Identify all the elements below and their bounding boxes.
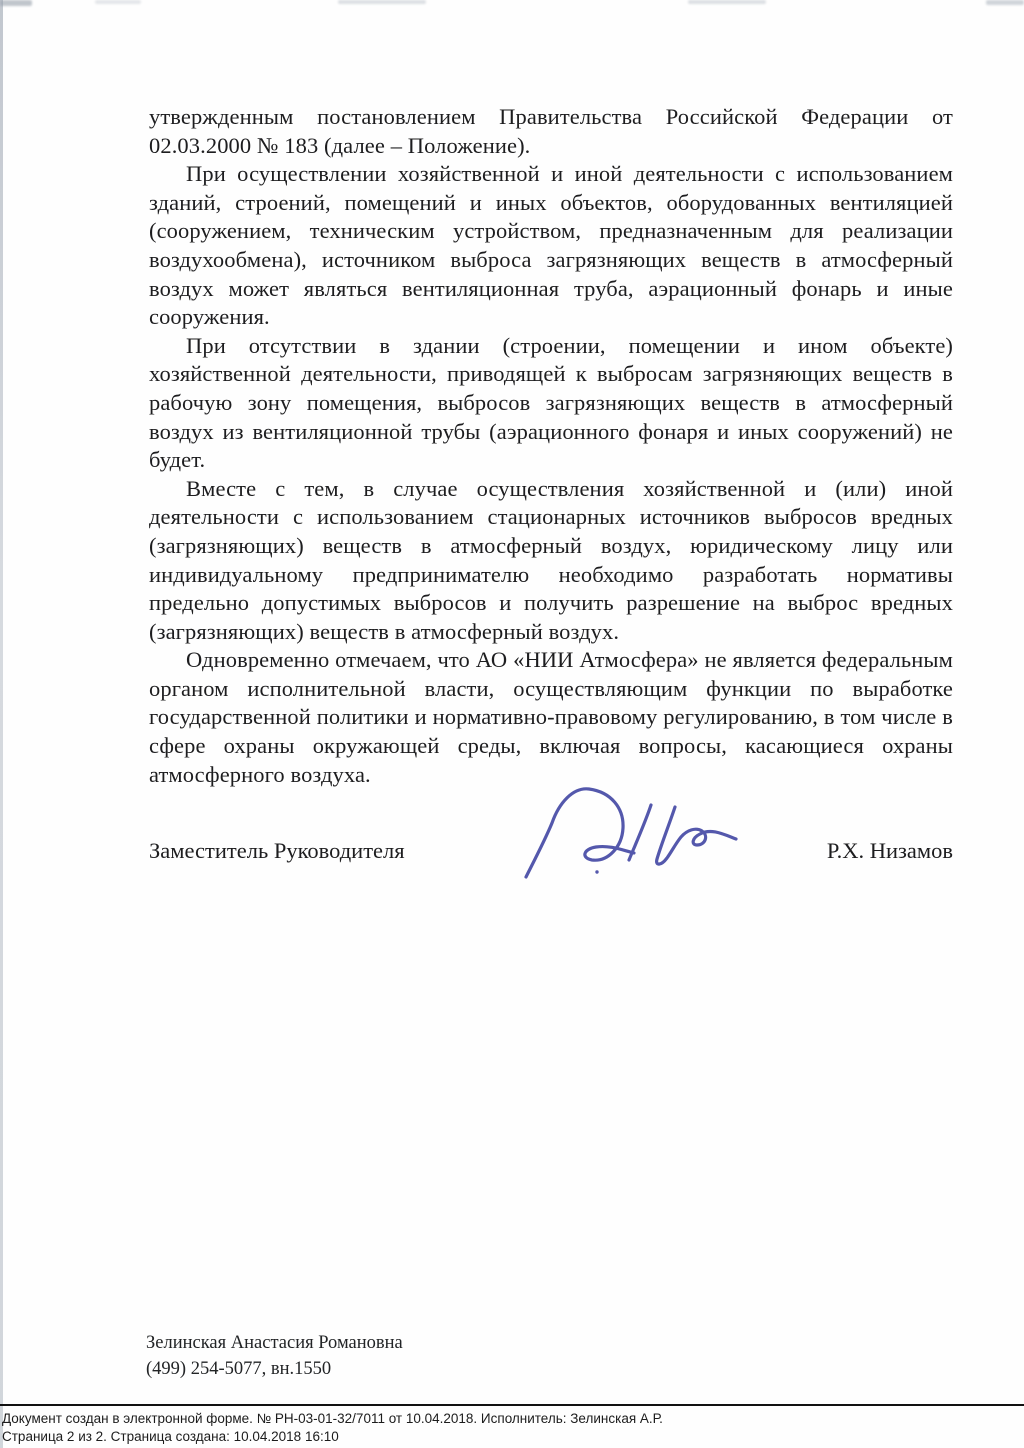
paragraph: Одновременно отмечаем, что АО «НИИ Атмосфера» не является федеральным органом исполнительной власти, осуществляющим функции по выработке государственной политики и нормативно-правовому регулированию, в том числе в сфере охраны окружающей среды, включая вопросы, касающиеся охраны атмосферного воздуха. [149,647,953,787]
signature-stroke [526,789,634,877]
footer-note-line1: Документ создан в электронной форме. № РН-03-01-32/7011 от 10.04.2018. Исполнитель: Зелинская А.Р. [2,1411,663,1426]
scan-edge-artifact [0,0,3,1448]
scan-smudge-artifact [986,0,1024,5]
executor-phone: (499) 254-5077, вн.1550 [146,1359,332,1379]
paragraph: Вместе с тем, в случае осуществления хозяйственной и (или) иной деятельности с использованием стационарных источников выбросов вредных (загрязняющих) веществ в атмосферный воздух, юридическому лицу или индивидуальному предпринимателю необходимо разработать нормативы предельно допустимых выбросов и получить разрешение на выброс вредных (загрязняющих) веществ в атмосферный воздух. [149,475,953,644]
scan-smudge-artifact [0,0,32,6]
footer-divider [0,1404,1024,1406]
signature-dot [595,870,598,873]
executor-name: Зелинская Анастасия Романовна [146,1333,403,1353]
executor-block [146,1330,403,1382]
signature-ink [524,783,742,893]
scan-smudge-artifact [95,0,141,4]
scan-smudge-artifact [688,0,766,4]
signer-position: Заместитель Руководителя [149,838,405,863]
signature-stroke [657,807,736,864]
signer-name: Р.Х. Низамов [826,838,953,863]
footer-note [2,1410,1012,1445]
footer-note-line2: Страница 2 из 2. Страница создана: 10.04.2018 16:10 [2,1428,339,1444]
paragraph: При отсутствии в здании (строении, помещении и ином объекте) хозяйственной деятельности, приводящей к выбросам загрязняющих веществ в рабочую зону помещения, выбросов загрязняющих веществ в атмосферный воздух из вентиляционной трубы (аэрационного фонаря и иных сооружений) не будет. [149,332,953,473]
letter-body [149,103,953,789]
scan-smudge-artifact [338,0,426,4]
signature-stroke [629,805,651,860]
paragraph: При осуществлении хозяйственной и иной деятельности с использованием зданий, строений, помещений и иных объектов, оборудованных вентиляцией (сооружением, техническим устройством, предназначенным для реализации воздухообмена), источником выброса загрязняющих веществ в атмосферный воздух может являться вентиляционная труба, аэрационный фонарь и иные сооружения. [149,161,953,330]
paragraph: утвержденным постановлением Правительства Российской Федерации от 02.03.2000 № 183 (далее – Положение). [149,104,953,158]
